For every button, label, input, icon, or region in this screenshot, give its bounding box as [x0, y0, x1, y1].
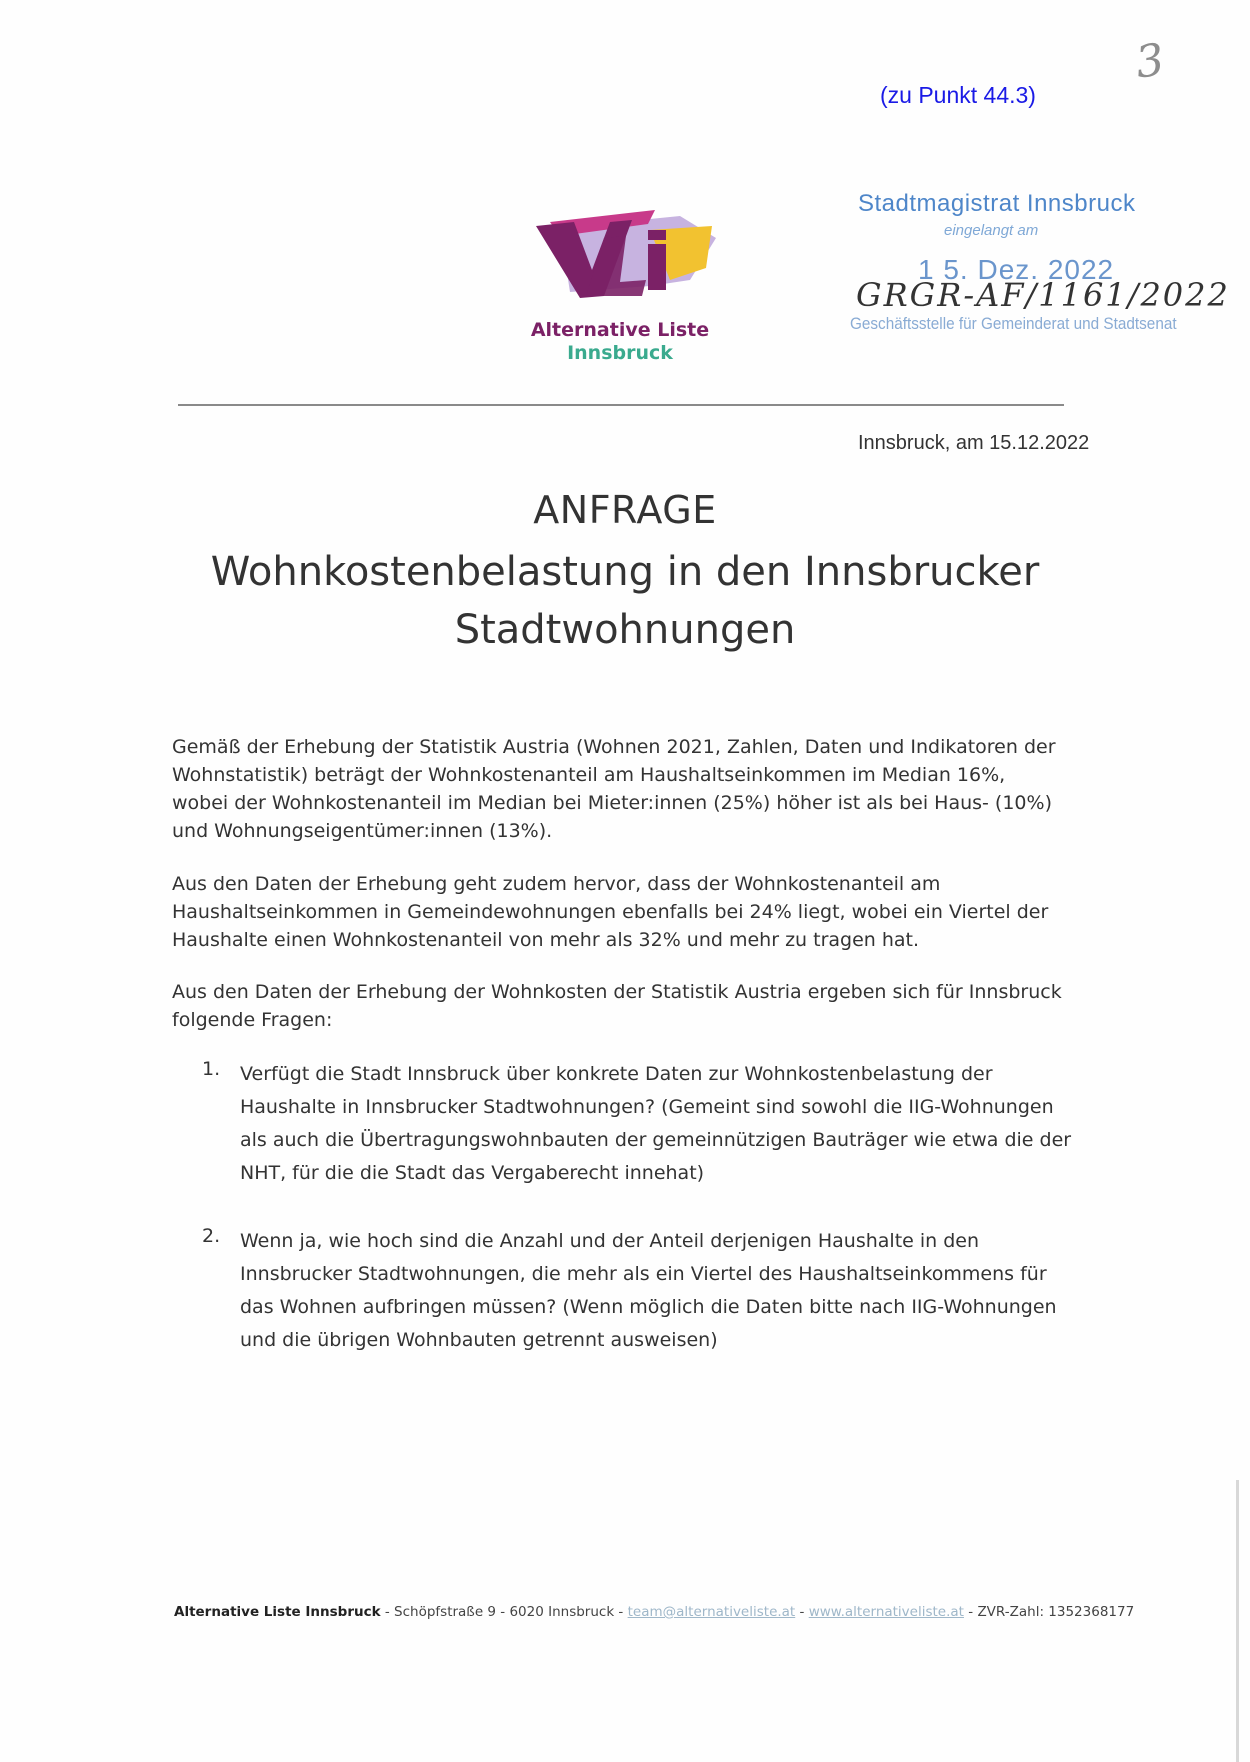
- document-subtitle-line1: Wohnkostenbelastung in den Innsbrucker: [210, 549, 1040, 595]
- footer-zvr: - ZVR-Zahl: 1352368177: [963, 1604, 1135, 1620]
- stamp-received-label: eingelangt am: [944, 222, 1039, 239]
- stamp-office: Geschäftsstelle für Gemeinderat und Stadtsenat: [850, 314, 1177, 333]
- footer-org: Alternative Liste Innsbruck: [174, 1604, 381, 1620]
- question-number: 2.: [202, 1225, 221, 1247]
- body-paragraph-3: Aus den Daten der Erhebung der Wohnkosten der Statistik Austria ergeben sich für Innsbruck folgende Fragen:: [172, 981, 1062, 1031]
- stamp-title: Stadtmagistrat Innsbruck: [858, 190, 1136, 217]
- body-paragraph-2: Aus den Daten der Erhebung geht zudem hervor, dass der Wohnkostenanteil am Haushaltseinkommen in Gemeindewohnungen ebenfalls bei 24% liegt, wobei ein Viertel der Haushalte einen Wohnkostenanteil von mehr als 32% und mehr zu tragen hat.: [172, 873, 1049, 951]
- footer-email-link[interactable]: team@alternativeliste.at: [627, 1604, 796, 1620]
- question-item: [202, 1058, 1072, 1190]
- ali-logo: [530, 208, 720, 308]
- question-number: 1.: [202, 1058, 221, 1080]
- logo-text-line2: Innsbruck: [567, 342, 673, 364]
- question-item: [202, 1225, 1072, 1357]
- question-text: Verfügt die Stadt Innsbruck über konkrete Daten zur Wohnkostenbelastung der Haushalte in Innsbrucker Stadtwohnungen? (Gemeint sind sowohl die IIG-Wohnungen als auch die Übertragungswohnbauten der gemeinnützigen Bauträger wie etwa die der NHT, für die die Stadt das Vergaberecht innehat): [240, 1063, 1072, 1184]
- footer-web-link[interactable]: www.alternativeliste.at: [808, 1604, 964, 1620]
- scan-edge: [1236, 1480, 1239, 1762]
- agenda-reference: (zu Punkt 44.3): [880, 82, 1036, 108]
- logo-text-line1: Alternative Liste: [530, 319, 710, 341]
- document-subtitle-line2: Stadtwohnungen: [454, 607, 796, 653]
- page-number: 3: [1132, 34, 1168, 89]
- header-divider: [178, 404, 1064, 406]
- footer-address: - Schöpfstraße 9 - 6020 Innsbruck -: [380, 1604, 628, 1620]
- document-title: ANFRAGE: [533, 488, 717, 532]
- body-paragraph-1: Gemäß der Erhebung der Statistik Austria (Wohnen 2021, Zahlen, Daten und Indikatoren der Wohnstatistik) beträgt der Wohnkostenanteil am Haushaltseinkommen im Median 16%, wobei der Wohnkostenanteil im Median bei Mieter:innen (25%) höher ist als bei Haus- (10%) und Wohnungseigentümer:innen (13%).: [172, 736, 1056, 842]
- place-date: Innsbruck, am 15.12.2022: [858, 432, 1090, 454]
- stamp-date: 1 5. Dez. 2022: [918, 254, 1115, 285]
- footer-separator: -: [795, 1604, 809, 1620]
- footer: [174, 1604, 1134, 1620]
- question-text: Wenn ja, wie hoch sind die Anzahl und der Anteil derjenigen Haushalte in den Innsbrucker Stadtwohnungen, die mehr als ein Viertel des Haushaltseinkommens für das Wohnen aufbringen müssen? (Wenn möglich die Daten bitte nach IIG-Wohnungen und die übrigen Wohnbauten getrennt ausweisen): [240, 1230, 1057, 1351]
- stamp-handwritten-reference: GRGR-AF/1161/2022: [856, 276, 1230, 314]
